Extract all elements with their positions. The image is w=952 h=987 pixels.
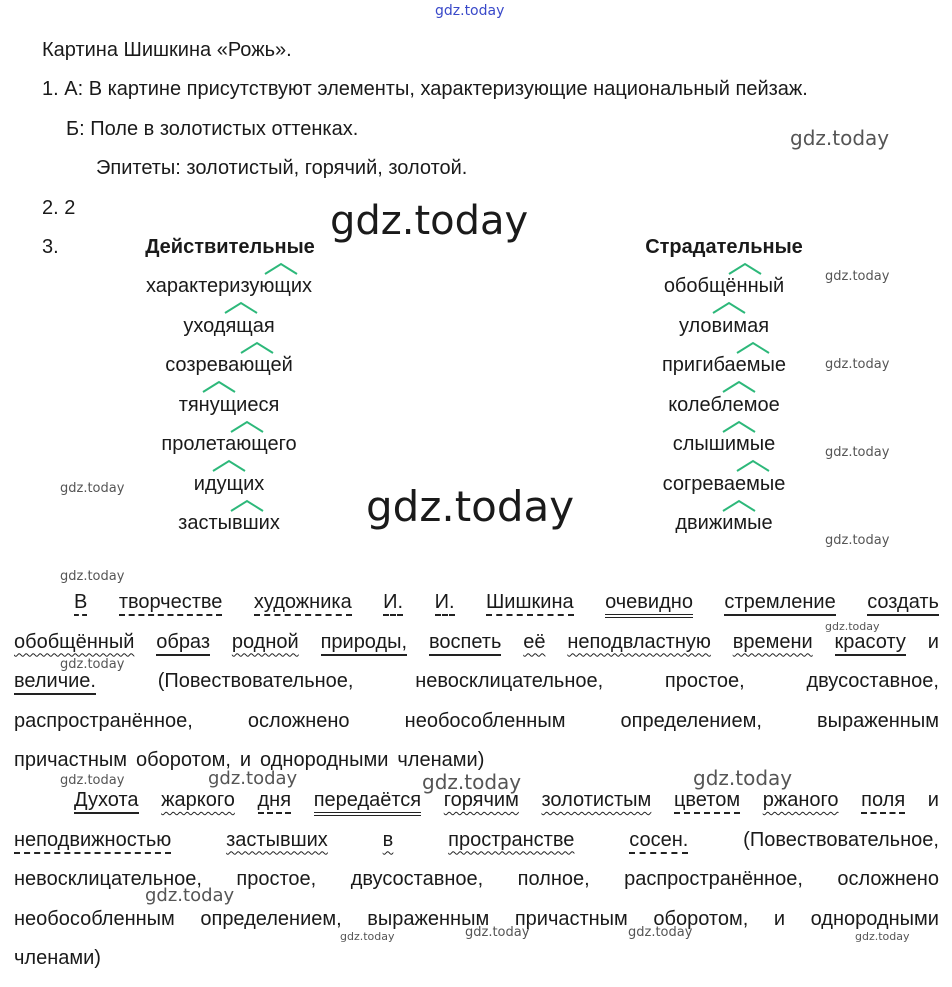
suffix-mark — [230, 421, 264, 433]
paragraph-line — [14, 631, 939, 671]
passive-participle: согреваемые — [662, 473, 786, 495]
word: передаётся — [314, 789, 421, 816]
word: И. — [383, 591, 403, 616]
paragraph-line — [14, 749, 939, 789]
word: жаркого — [161, 789, 235, 811]
active-participle: застывших — [178, 512, 280, 534]
suffix-mark — [264, 263, 298, 275]
word: оборотом, — [136, 749, 231, 772]
word: очевидно — [605, 591, 693, 618]
word: в — [382, 828, 394, 851]
paragraph-line — [14, 908, 939, 948]
word: членами) — [14, 947, 101, 970]
page-title: Картина Шишкина «Рожь». — [42, 39, 292, 61]
watermark: gdz.today — [693, 766, 793, 790]
active-participle: характеризующих — [145, 275, 313, 297]
suffix-mark — [224, 302, 258, 314]
word: золотистым — [541, 789, 652, 811]
word: воспеть — [429, 631, 501, 656]
word: причастным — [14, 749, 127, 772]
word: и — [927, 789, 939, 811]
word: распространённое, — [14, 709, 193, 732]
suffix-mark — [722, 500, 756, 512]
word: однородными — [810, 907, 939, 930]
watermark: gdz.today — [435, 3, 505, 19]
word: двусоставное, — [350, 868, 484, 891]
word: выраженным — [816, 709, 939, 732]
word: осложнено — [837, 868, 939, 891]
word: осложнено — [247, 709, 350, 732]
suffix-mark — [212, 460, 246, 472]
suffix-mark — [736, 460, 770, 472]
word: неподвластную — [567, 630, 711, 653]
word: сосен. — [629, 829, 688, 854]
watermark: gdz.today — [825, 445, 890, 460]
word: и — [773, 907, 786, 930]
word: полное, — [517, 868, 590, 891]
suffix-mark — [736, 342, 770, 354]
word: её — [523, 630, 546, 653]
active-participle: пролетающего — [161, 433, 297, 455]
passive-participle: уловимая — [678, 315, 770, 337]
word: пространстве — [448, 828, 575, 851]
passive-participles-header: Страдательные — [645, 236, 803, 258]
word: невосклицательное, — [14, 868, 202, 891]
active-participle: созревающей — [165, 354, 293, 376]
word: Шишкина — [486, 591, 574, 616]
watermark: gdz.today — [145, 885, 235, 906]
watermark: gdz.today — [60, 481, 125, 496]
word: дня — [258, 789, 292, 814]
word: поля — [861, 789, 905, 814]
analysis-paragraph-1 — [14, 591, 939, 789]
word: невосклицательное, — [415, 670, 604, 693]
answer-1a: 1. А: В картине присутствуют элементы, характеризующие национальный пейзаж. — [42, 78, 808, 100]
analysis-paragraph-2 — [14, 789, 939, 987]
suffix-mark — [240, 342, 274, 354]
watermark: gdz.today — [825, 269, 890, 284]
word: В — [74, 591, 87, 616]
word: двусоставное, — [806, 670, 939, 693]
word: необособленным — [14, 907, 175, 930]
passive-participle: пригибаемые — [661, 354, 787, 376]
paragraph-line — [14, 947, 939, 987]
word: стремление — [724, 591, 835, 616]
active-participle: тянущиеся — [178, 394, 280, 416]
watermark: gdz.today — [60, 657, 125, 672]
active-participles-header: Действительные — [145, 236, 315, 258]
suffix-mark — [230, 500, 264, 512]
paragraph-line — [14, 670, 939, 710]
watermark: gdz.today — [60, 569, 125, 584]
word: природы, — [321, 631, 408, 656]
watermark: gdz.today — [825, 620, 880, 633]
word: ржаного — [762, 789, 839, 811]
watermark: gdz.today — [465, 925, 530, 940]
word: красоту — [835, 631, 906, 656]
watermark: gdz.today — [60, 773, 125, 788]
watermark: gdz.today — [790, 126, 890, 150]
word: определением, — [620, 709, 762, 732]
word: (Повествовательное, — [743, 828, 939, 851]
word: И. — [435, 591, 455, 616]
watermark: gdz.today — [825, 533, 890, 548]
watermark: gdz.today — [628, 925, 693, 940]
paragraph-line — [14, 829, 939, 869]
word: цветом — [674, 789, 740, 814]
passive-participle: движимые — [675, 512, 773, 534]
word: причастным — [514, 907, 628, 930]
word: родной — [231, 630, 299, 653]
watermark: gdz.today — [208, 768, 298, 789]
paragraph-line — [14, 710, 939, 750]
word: (Повествовательное, — [157, 670, 354, 693]
watermark: gdz.today — [855, 930, 910, 943]
watermark: gdz.today — [366, 482, 575, 531]
active-participle: уходящая — [183, 315, 275, 337]
word: и — [239, 749, 252, 772]
suffix-mark — [722, 381, 756, 393]
word: творчестве — [119, 591, 223, 616]
paragraph-line — [14, 591, 939, 631]
suffix-mark — [728, 263, 762, 275]
passive-participle: обобщённый — [663, 275, 785, 297]
suffix-mark — [722, 421, 756, 433]
suffix-mark — [202, 381, 236, 393]
watermark: gdz.today — [340, 930, 395, 943]
word: времени — [732, 630, 813, 653]
word: величие. — [14, 670, 96, 695]
word: застывших — [226, 828, 328, 851]
word: однородными — [260, 749, 389, 772]
word: необособленным — [404, 709, 566, 732]
word: обобщённый — [14, 630, 135, 653]
passive-participle: слышимые — [672, 433, 776, 455]
watermark: gdz.today — [330, 198, 529, 244]
active-participle: идущих — [193, 473, 265, 495]
word: простое, — [236, 868, 317, 891]
suffix-mark — [712, 302, 746, 314]
word: простое, — [664, 670, 745, 693]
watermark: gdz.today — [422, 770, 522, 794]
word: образ — [156, 631, 210, 656]
answer-2: 2. 2 — [42, 197, 76, 219]
epithets: Эпитеты: золотистый, горячий, золотой. — [96, 157, 468, 179]
word: художника — [254, 591, 352, 616]
paragraph-line — [14, 868, 939, 908]
word: выраженным — [367, 907, 490, 930]
word: Духота — [74, 789, 139, 814]
word: и — [927, 630, 939, 653]
answer-3-number: 3. — [42, 236, 59, 258]
passive-participle: колеблемое — [668, 394, 780, 416]
word: распространённое, — [624, 868, 803, 891]
watermark: gdz.today — [825, 357, 890, 372]
word: горячим — [443, 789, 519, 811]
answer-1b: Б: Поле в золотистых оттенках. — [66, 118, 359, 140]
word: создать — [867, 591, 939, 616]
word: неподвижностью — [14, 829, 171, 854]
word: членами) — [397, 749, 485, 772]
word: оборотом, — [653, 907, 749, 930]
word: определением, — [200, 907, 342, 930]
paragraph-line — [14, 789, 939, 829]
